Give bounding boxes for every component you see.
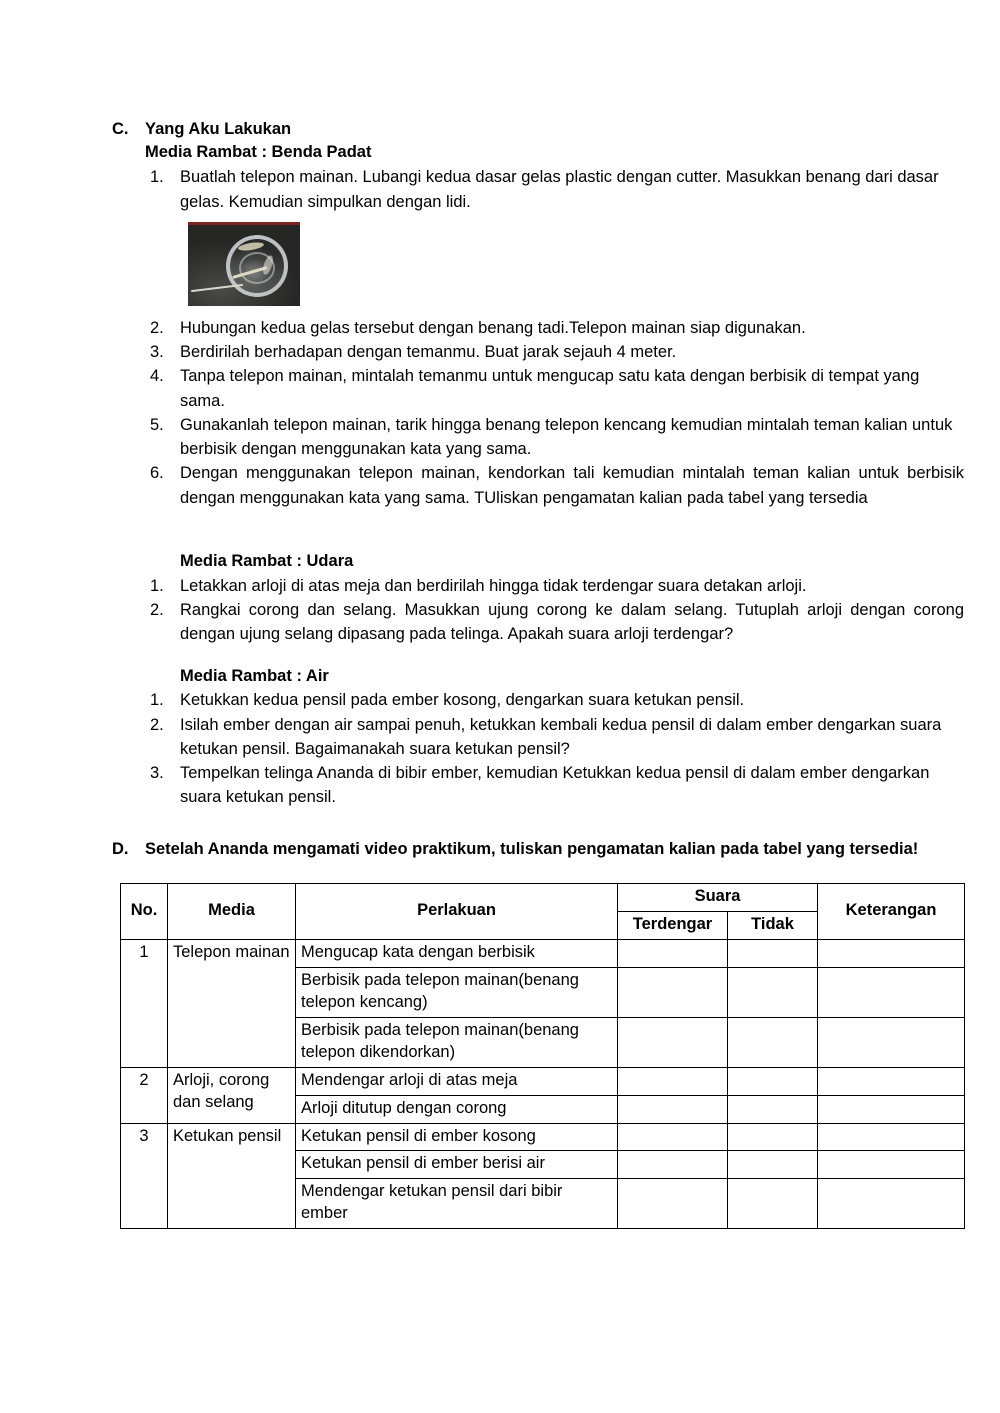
cell-perlakuan: Berbisik pada telepon mainan(benang telepon kencang): [296, 967, 618, 1017]
list-number: 1.: [150, 576, 164, 595]
section-c-title: Yang Aku Lakukan: [145, 120, 292, 138]
list-item: [150, 413, 964, 462]
cell-perlakuan: Mendengar ketukan pensil dari bibir ember: [296, 1179, 618, 1229]
spacer: [112, 510, 964, 550]
document-content: [112, 118, 964, 1229]
cell-perlakuan: Berbisik pada telepon mainan(benang telepon dikendorkan): [296, 1017, 618, 1067]
cell-perlakuan: Ketukan pensil di ember kosong: [296, 1123, 618, 1151]
header-no: No.: [121, 884, 168, 940]
list-item: [150, 713, 964, 762]
cell-terdengar[interactable]: [618, 1179, 728, 1229]
cell-keterangan[interactable]: [818, 1017, 965, 1067]
header-tidak: Tidak: [728, 912, 818, 940]
list-number: 5.: [150, 415, 164, 434]
list-benda-padat-cont: [112, 316, 964, 510]
list-item: [150, 461, 964, 510]
cell-terdengar[interactable]: [618, 967, 728, 1017]
section-d-title: Setelah Ananda mengamati video praktikum, tuliskan pengamatan kalian pada tabel yang tersedia!: [145, 839, 919, 858]
list-text: Letakkan arloji di atas meja dan berdirilah hingga tidak terdengar suara detakan arloji.: [180, 576, 807, 595]
cell-tidak[interactable]: [728, 939, 818, 967]
cell-tidak[interactable]: [728, 1151, 818, 1179]
cell-tidak[interactable]: [728, 1095, 818, 1123]
header-terdengar: Terdengar: [618, 912, 728, 940]
section-c-heading: [112, 118, 964, 141]
section-d-marker: D.: [112, 839, 129, 858]
cell-terdengar[interactable]: [618, 1017, 728, 1067]
list-udara: [112, 574, 964, 647]
table-row: [121, 1067, 965, 1095]
list-item: [150, 598, 964, 647]
cell-terdengar[interactable]: [618, 939, 728, 967]
list-item: [150, 316, 964, 340]
section-d-heading: [112, 838, 964, 861]
photo-image: [188, 225, 300, 306]
spacer: [112, 810, 964, 838]
table-body: [121, 939, 965, 1228]
list-number: 1.: [150, 168, 164, 187]
list-number: 2.: [150, 715, 164, 734]
list-item: [150, 688, 964, 712]
cell-media: Telepon mainan: [168, 939, 296, 1067]
list-text: Tempelkan telinga Ananda di bibir ember, kemudian Ketukkan kedua pensil di dalam ember dengarkan suara ketukan pensil.: [180, 764, 930, 807]
cell-keterangan[interactable]: [818, 1123, 965, 1151]
list-item: [150, 165, 964, 214]
subheading-benda-padat: Media Rambat : Benda Padat: [145, 143, 372, 162]
list-text: Buatlah telepon mainan. Lubangi kedua dasar gelas plastic dengan cutter. Masukkan benang dari dasar gelas. Kemudian simpulkan dengan lidi.: [180, 168, 939, 211]
list-number: 6.: [150, 464, 164, 483]
cell-media: Arloji, corong dan selang: [168, 1067, 296, 1123]
list-item: [150, 340, 964, 364]
list-number: 4.: [150, 367, 164, 386]
cell-tidak[interactable]: [728, 1179, 818, 1229]
cell-keterangan[interactable]: [818, 939, 965, 967]
table-header-row-1: [121, 884, 965, 912]
cell-tidak[interactable]: [728, 1067, 818, 1095]
experiment-photo: [188, 222, 300, 306]
cell-terdengar[interactable]: [618, 1151, 728, 1179]
cell-keterangan[interactable]: [818, 1095, 965, 1123]
cell-tidak[interactable]: [728, 1123, 818, 1151]
section-c-marker: C.: [112, 120, 129, 138]
cell-perlakuan: Ketukan pensil di ember berisi air: [296, 1151, 618, 1179]
list-item: [150, 761, 964, 810]
cell-no: 1: [121, 939, 168, 1067]
cell-no: 2: [121, 1067, 168, 1123]
list-text: Tanpa telepon mainan, mintalah temanmu untuk mengucap satu kata dengan berbisik di tempat yang sama.: [180, 367, 920, 410]
table-row: [121, 1123, 965, 1151]
subheading-air: Media Rambat : Air: [180, 666, 329, 685]
header-media: Media: [168, 884, 296, 940]
header-suara: Suara: [618, 884, 818, 912]
observation-table: [120, 883, 965, 1229]
list-benda-padat: [112, 165, 964, 214]
header-perlakuan: Perlakuan: [296, 884, 618, 940]
list-text: Dengan menggunakan telepon mainan, kendorkan tali kemudian mintalah teman kalian untuk berbisik dengan menggunakan kata yang sama. TUliskan pengamatan kalian pada tabel yang tersedia: [180, 464, 964, 507]
list-text: Ketukkan kedua pensil pada ember kosong, dengarkan suara ketukan pensil.: [180, 691, 745, 710]
list-air: [112, 688, 964, 809]
list-number: 3.: [150, 764, 164, 783]
list-number: 2.: [150, 318, 164, 337]
cell-terdengar[interactable]: [618, 1095, 728, 1123]
cell-terdengar[interactable]: [618, 1067, 728, 1095]
cell-media: Ketukan pensil: [168, 1123, 296, 1229]
list-item: [150, 364, 964, 413]
list-number: 2.: [150, 601, 164, 620]
list-number: 3.: [150, 343, 164, 362]
list-text: Hubungan kedua gelas tersebut dengan benang tadi.Telepon mainan siap digunakan.: [180, 318, 806, 337]
cell-terdengar[interactable]: [618, 1123, 728, 1151]
cell-keterangan[interactable]: [818, 1179, 965, 1229]
table-row: [121, 939, 965, 967]
cell-perlakuan: Arloji ditutup dengan corong: [296, 1095, 618, 1123]
cell-keterangan[interactable]: [818, 1067, 965, 1095]
cell-no: 3: [121, 1123, 168, 1229]
subheading-udara: Media Rambat : Udara: [180, 551, 354, 570]
list-item: [150, 574, 964, 598]
list-number: 1.: [150, 691, 164, 710]
cell-keterangan[interactable]: [818, 1151, 965, 1179]
cell-perlakuan: Mendengar arloji di atas meja: [296, 1067, 618, 1095]
cell-keterangan[interactable]: [818, 967, 965, 1017]
table-head: [121, 884, 965, 940]
cell-perlakuan: Mengucap kata dengan berbisik: [296, 939, 618, 967]
cell-tidak[interactable]: [728, 1017, 818, 1067]
header-keterangan: Keterangan: [818, 884, 965, 940]
cell-tidak[interactable]: [728, 967, 818, 1017]
list-text: Rangkai corong dan selang. Masukkan ujung corong ke dalam selang. Tutuplah arloji dengan corong dengan ujung selang dipasang pada telinga. Apakah suara arloji terdengar?: [180, 601, 964, 644]
spacer: [112, 647, 964, 665]
list-text: Berdirilah berhadapan dengan temanmu. Buat jarak sejauh 4 meter.: [180, 343, 677, 362]
list-text: Isilah ember dengan air sampai penuh, ketukkan kembali kedua pensil di dalam ember dengarkan suara ketukan pensil. Bagaimanakah suara ketukan pensil?: [180, 715, 942, 758]
observation-table-wrapper: [120, 883, 964, 1229]
list-text: Gunakanlah telepon mainan, tarik hingga benang telepon kencang kemudian mintalah teman kalian untuk berbisik dengan menggunakan kata yang sama.: [180, 415, 953, 459]
